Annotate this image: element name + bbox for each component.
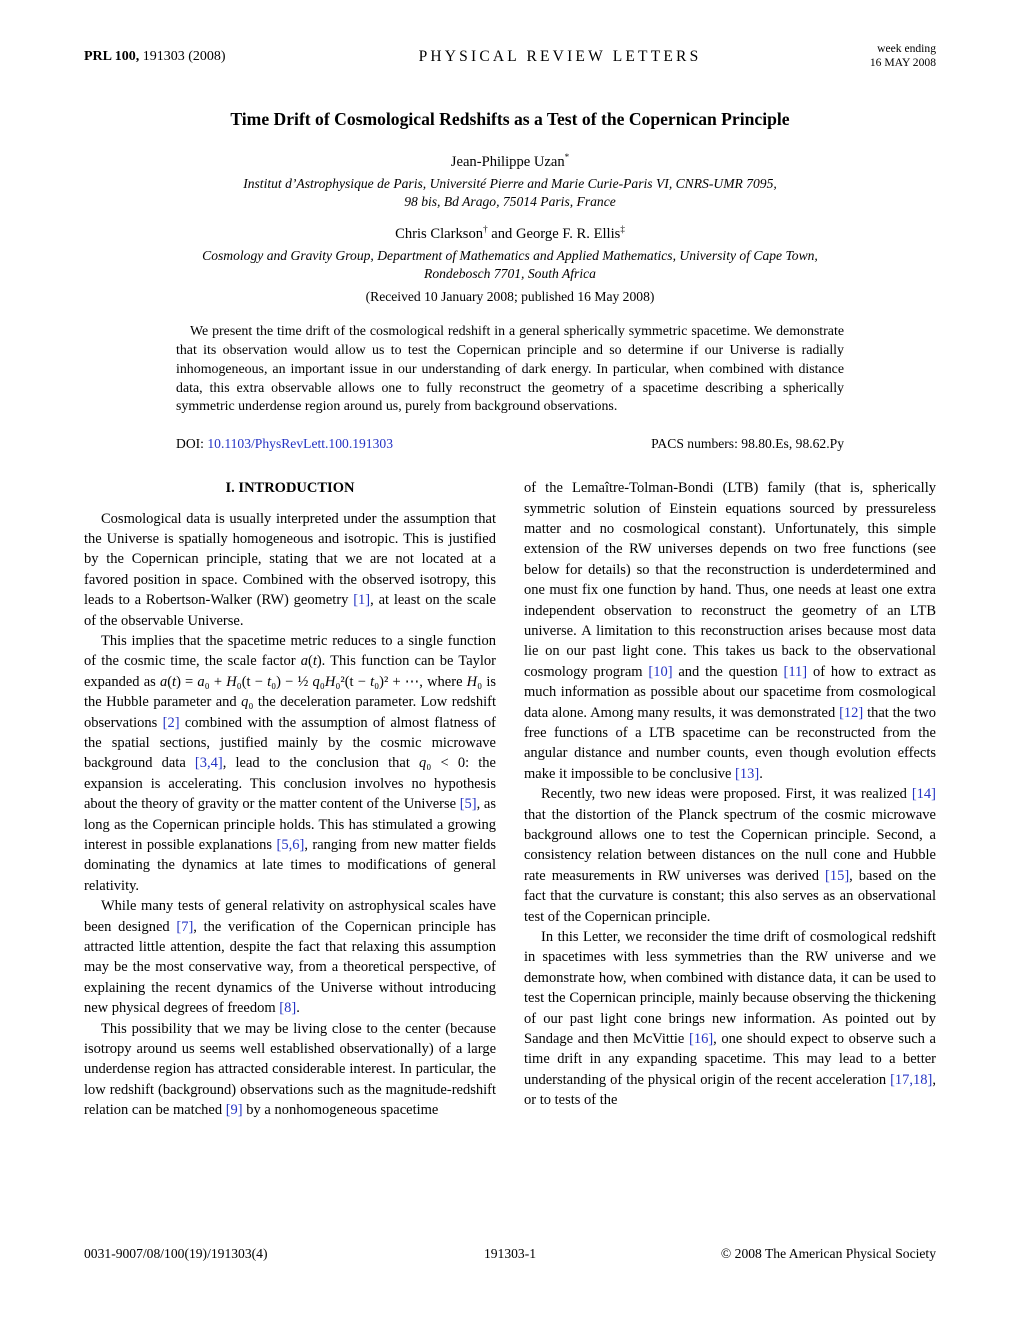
abstract: We present the time drift of the cosmological redshift in a general spherically symmetric spacetime. We demonstrate that its observation would allow us to test the Copernican principle and so determine if our Universe is radially inhomogeneous, an important issue in our understanding of dark energy. In particular, when combined with distance data, this extra observable allows one to fully reconstruct the geometry of a spacetime describing a spherically symmetric underdense region around us, purely from background observations.	[176, 324, 844, 415]
reference-link[interactable]: [3,4]	[194, 755, 223, 772]
reference-link[interactable]: [15]	[824, 867, 850, 884]
reference-link[interactable]: [10]	[648, 663, 673, 680]
running-head	[84, 42, 936, 71]
body-paragraph: In this Letter, we reconsider the time drift of cosmological redshift in spacetimes with less symmetries than the RW universe and we demonstrate how, when combined with distance data, it can be used to test the Copernican principle, mainly because observing the thickening of our past light cone brings new information. As pointed out by Sandage and then McVittie [16], one should expect to observe such a time drift in any expanding spacetime. This may lead to a better understanding of the physical origin of the recent acceleration [17,18], or to tests of the	[524, 929, 936, 1109]
pacs-numbers: PACS numbers: 98.80.Es, 98.62.Py	[651, 436, 844, 452]
body-paragraph: Cosmological data is usually interpreted under the assumption that the Universe is spatially homogeneous and isotropic. This is justified by the Copernican principle, stating that we are not located at a favored position in space. Combined with the observed isotropy, this leads to a Robertson-Walker (RW) geometry [1], at least on the scale of the observable Universe.	[84, 510, 496, 629]
paper-title: Time Drift of Cosmological Redshifts as a Test of the Copernican Principle	[230, 108, 790, 129]
affiliation-2-line-2: Rondebosch 7701, South Africa	[424, 266, 596, 282]
left-column	[84, 478, 496, 1121]
left-column-paragraphs	[84, 509, 496, 1121]
article-body	[84, 478, 936, 1121]
reference-link[interactable]: [9]	[225, 1102, 243, 1119]
copyright-notice: © 2008 The American Physical Society	[720, 1246, 936, 1261]
author-1-footnote-mark: *	[564, 152, 570, 163]
reference-link[interactable]: [1]	[353, 592, 371, 609]
author-byline-1	[84, 154, 936, 171]
author-2-footnote-mark: †	[483, 224, 488, 235]
reference-link[interactable]: [12]	[839, 704, 864, 721]
reference-link[interactable]: [14]	[911, 786, 936, 803]
doi-line	[176, 436, 393, 452]
author-1-name: Jean-Philippe Uzan	[450, 153, 565, 170]
author-3-footnote-mark: ‡	[620, 224, 625, 235]
right-column-paragraphs	[524, 478, 936, 1111]
reference-link[interactable]: [11]	[783, 663, 808, 680]
author-joiner: and	[487, 226, 516, 243]
journal-citation-article: 191303 (2008)	[139, 49, 226, 64]
doi-pacs-row	[176, 436, 844, 452]
reference-link[interactable]: [7]	[176, 918, 194, 935]
page-number: 191303-1	[483, 1246, 537, 1261]
journal-citation-volume: PRL 100,	[84, 49, 140, 64]
affiliation-1-line-1: Institut d’Astrophysique de Paris, Université Pierre and Marie Curie-Paris VI, CNRS-UMR 7095,	[243, 175, 777, 191]
issn-code: 0031-9007​/08​/100(19)​/191303(4)	[84, 1246, 268, 1261]
reference-link[interactable]: [8]	[279, 1000, 297, 1017]
reference-link[interactable]: [5]	[459, 796, 477, 813]
reference-link[interactable]: [17,18]	[890, 1071, 933, 1088]
issue-date	[806, 42, 936, 71]
reference-link[interactable]: [2]	[162, 714, 180, 731]
author-3-name: George F. R. Ellis	[515, 226, 621, 243]
affiliation-2-line-1: Cosmology and Gravity Group, Department of Mathematics and Applied Mathematics, University of Cape Town,	[202, 248, 818, 264]
reference-link[interactable]: [16]	[689, 1031, 714, 1048]
affiliation-2	[84, 247, 936, 283]
body-paragraph: of the Lemaître-Tolman-Bondi (LTB) family (that is, spherically symmetric solution of Einstein equations sourced by pressureless matter and no cosmological constant). Unfortunately, this simple extension of the RW universes depends on two free functions (see below for details) so that the reconstruction is underdetermined and one must fix one function by hand. Thus, one needs at least one extra independent observation to reconstruct the geometry of an LTB universe. A limitation to this reconstruction arises because most data lie on our past light cone. This takes us back to the observational cosmology program [10] and the question [11] of how to extract as much information as possible about our spacetime from cosmological data alone. Among many results, it was demonstrated [12] that the two free functions of a LTB spacetime can be reconstructed from the angular distance and number counts, even though evolution effects make it impossible to be conclusive [13].	[524, 480, 936, 782]
right-column	[524, 478, 936, 1121]
body-paragraph: This possibility that we may be living close to the center (because isotropy around us seems well established observationally) of a large underdense region has attracted considerable interest. In particular, the low redshift (background) observations such as the magnitude-redshift relation can be matched [9] by a nonhomogeneous spacetime	[84, 1020, 496, 1119]
section-heading-introduction: I. INTRODUCTION	[225, 480, 355, 497]
author-byline-2	[84, 226, 936, 243]
body-paragraph: This implies that the spacetime metric reduces to a single function of the cosmic time, the scale factor a(t). This function can be Taylor expanded as a(t) = a₀ + H₀(t − t₀) − ½ q₀H₀²(t − t₀)² + ⋯, where H₀ is the Hubble parameter and q₀ the deceleration parameter. Low redshift observations [2] combined with the assumption of almost flatness of the spatial sections, justified mainly by the cosmic microwave background data [3,4], lead to the conclusion that q₀ < 0: the expansion is accelerating. This conclusion involves no hypothesis about the theory of gravity or the matter content of the Universe [5], as long as the Copernican principle holds. This has stimulated a growing interest in possible explanations [5,6], ranging from new matter fields dominating the dynamics at late times to modifications of general relativity.	[84, 632, 497, 894]
journal-citation	[84, 42, 314, 65]
received-dates: (Received 10 January 2008; published 16 May 2008)	[365, 289, 655, 305]
doi-label: DOI:	[176, 436, 208, 452]
reference-link[interactable]: [5,6]	[276, 837, 305, 854]
affiliation-1	[84, 175, 936, 211]
week-ending-label: week ending	[877, 42, 936, 55]
body-paragraph: While many tests of general relativity on astrophysical scales have been designed [7], the verification of the Copernican principle has attracted little attention, despite the fact that relaxing this assumption may be the most conservative way, from a theoretical perspective, of explaining the recent dynamics of the Universe without introducing new physical degrees of freedom [8].	[84, 898, 496, 1017]
page-footer	[84, 1246, 936, 1262]
body-paragraph: Recently, two new ideas were proposed. First, it was realized [14] that the distortion of the Planck spectrum of the cosmic microwave background allows one to test the Copernican principle. Second, a consistency relation between distances on the null cone and Hubble rate measurements in RW universes was derived [15], based on the fact that the curvature is constant; this also serves as an observational test of the Copernican principle.	[524, 786, 936, 925]
journal-name: PHYSICAL REVIEW LETTERS	[418, 48, 702, 65]
reference-link[interactable]: [13]	[735, 765, 760, 782]
author-2-name: Chris Clarkson	[395, 226, 484, 243]
issue-date-value: 16 MAY 2008	[869, 56, 936, 70]
doi-link[interactable]: 10.1103/PhysRevLett.100.191303	[207, 436, 393, 452]
affiliation-1-line-2: 98 bis, Bd Arago, 75014 Paris, France	[404, 194, 616, 210]
